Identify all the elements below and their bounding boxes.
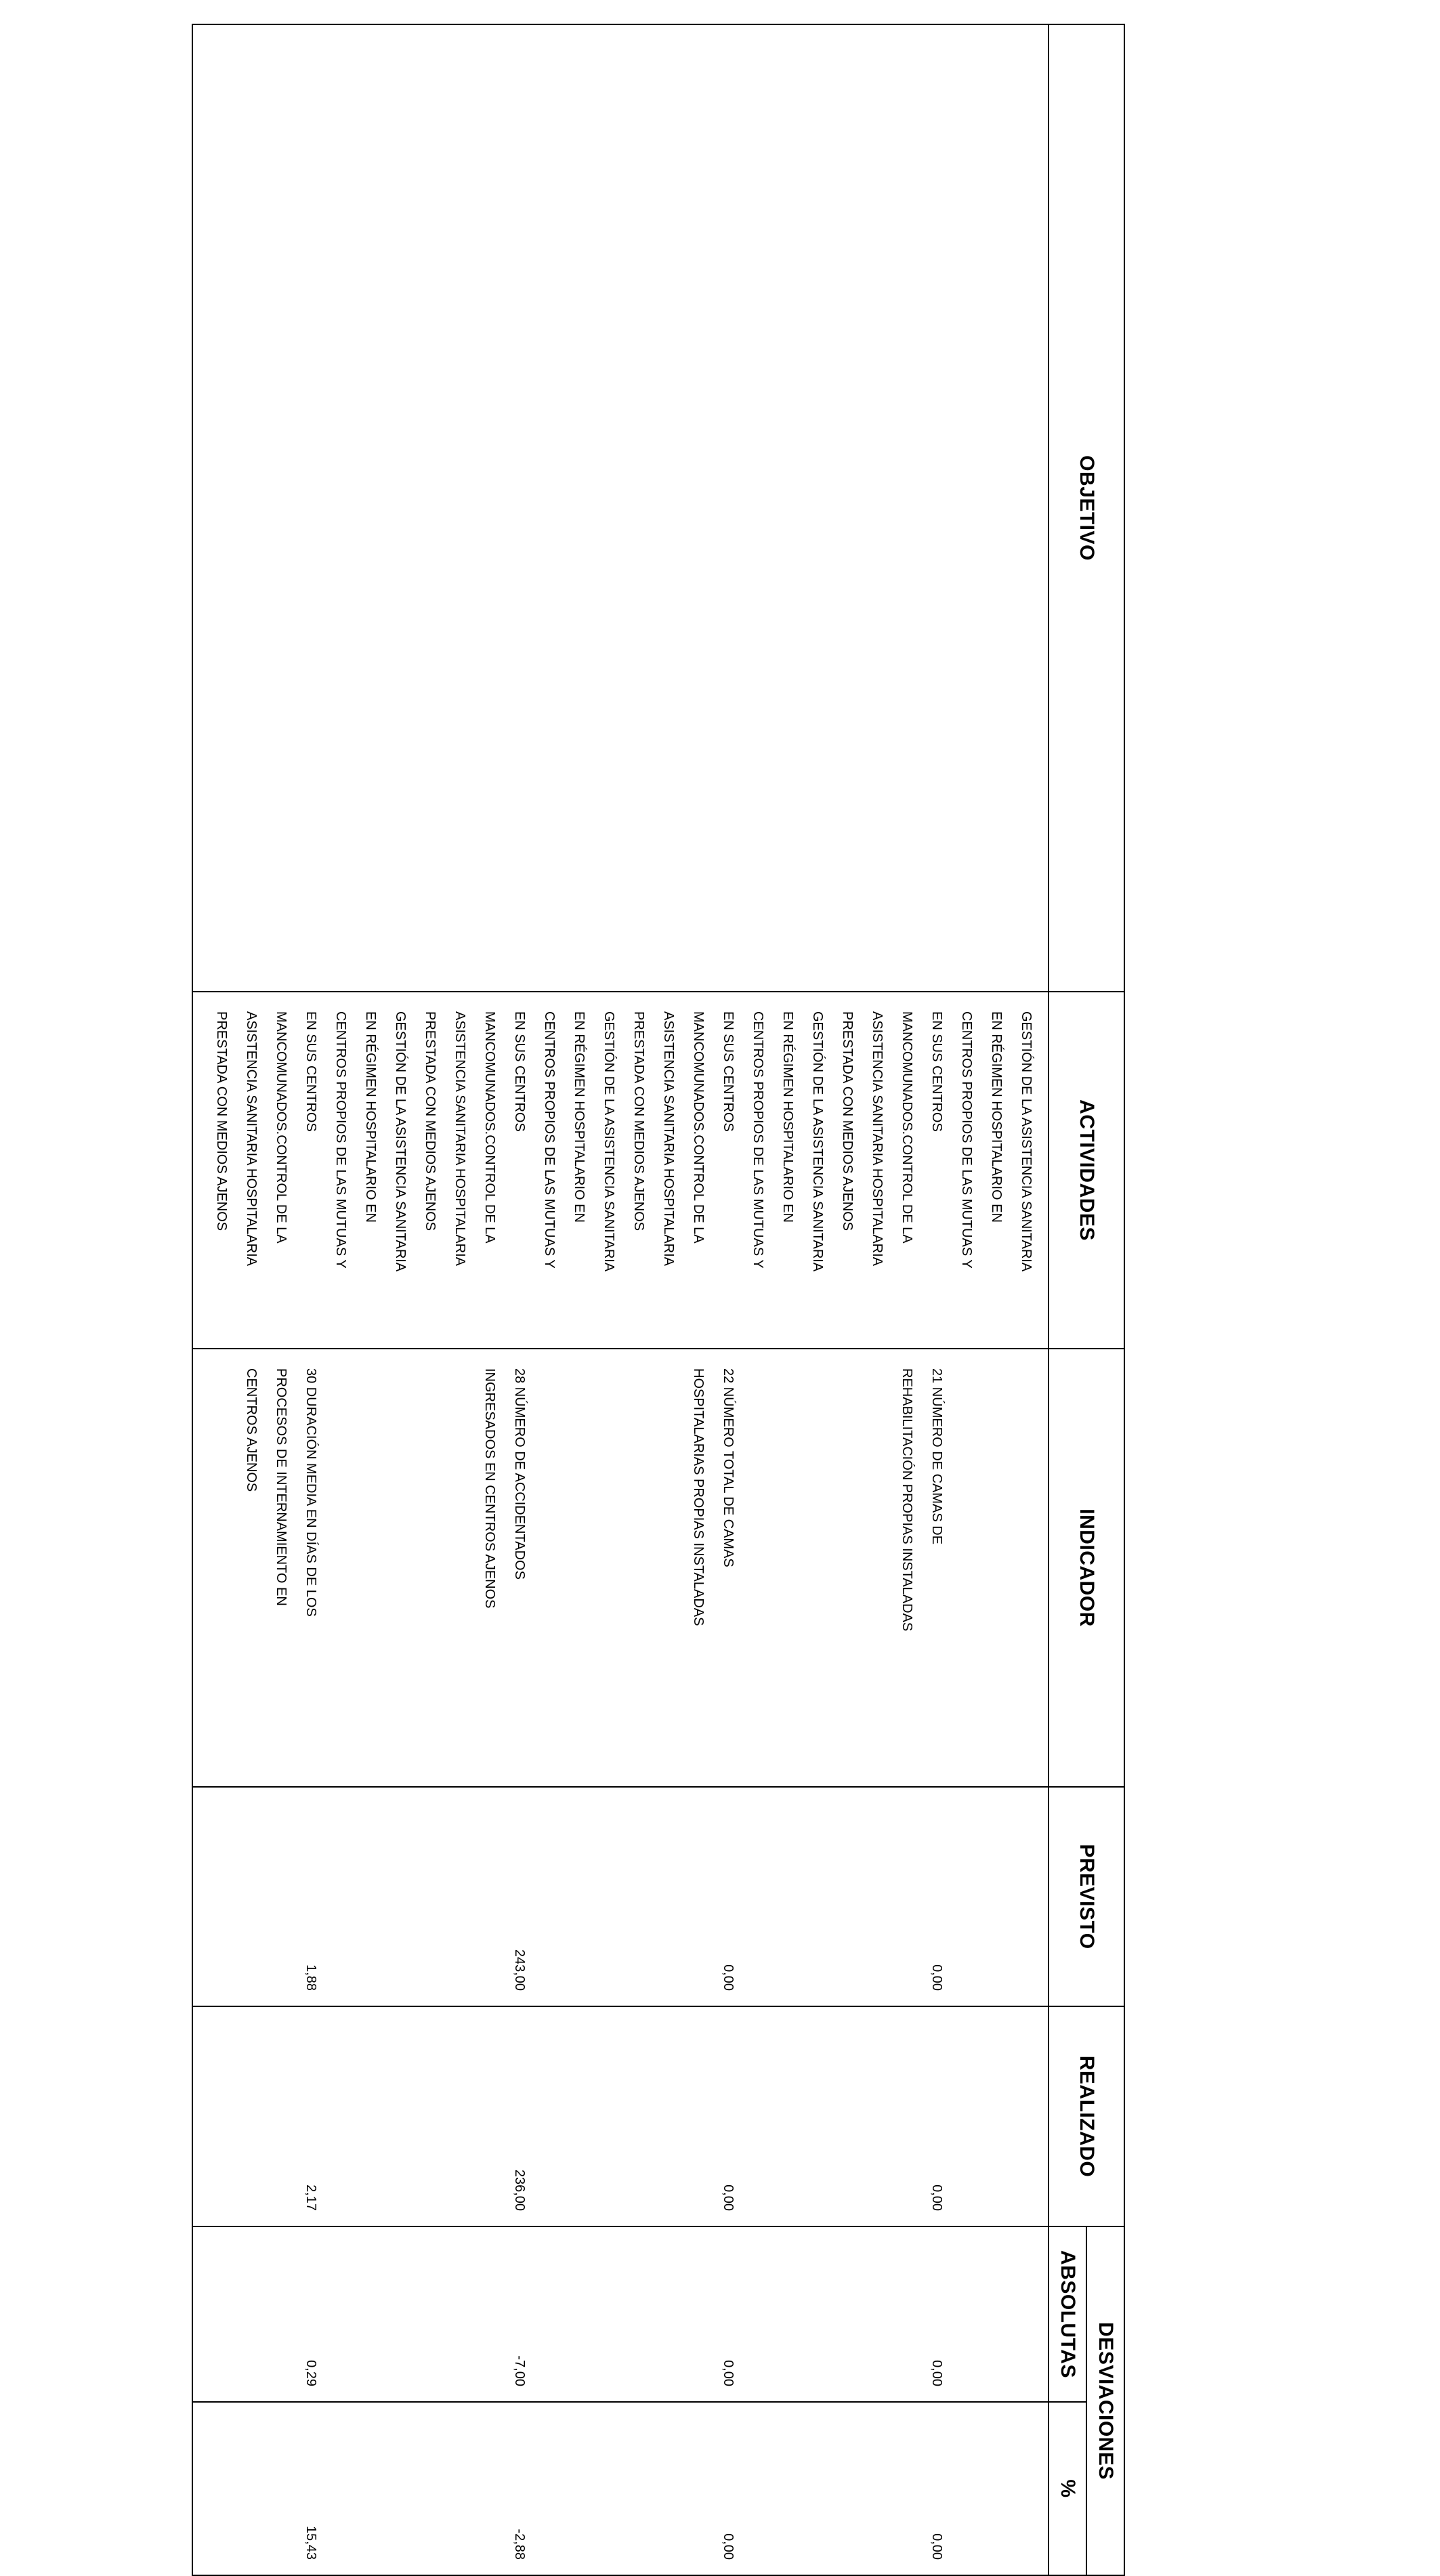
indicator-table bbox=[192, 24, 1125, 2576]
header-realizado: REALIZADO bbox=[1049, 2006, 1124, 2226]
realizado-column bbox=[193, 2007, 1048, 2226]
indicador-line: INGRESADOS EN CENTROS AJENOS bbox=[482, 1368, 497, 1609]
actividad-line: MANCOMUNADOS.CONTROL DE LA bbox=[691, 1011, 706, 1244]
porcentaje-column bbox=[193, 2403, 1048, 2575]
actividad-line: EN SUS CENTROS bbox=[303, 1011, 318, 1132]
previsto-cell bbox=[192, 1787, 1049, 2006]
actividad-line: ASISTENCIA SANITARIA HOSPITALARIA bbox=[870, 1011, 885, 1267]
absolutas-column bbox=[193, 2227, 1048, 2401]
indicador-line: PROCESOS DE INTERNAMIENTO EN bbox=[274, 1368, 289, 1606]
header-porcentaje: % bbox=[1049, 2402, 1086, 2575]
actividad-line: GESTIÓN DE LA ASISTENCIA SANITARIA bbox=[810, 1011, 825, 1272]
indicador-text bbox=[892, 1368, 952, 1631]
realizado-value: 0,00 bbox=[929, 2184, 944, 2211]
rotated-report bbox=[192, 24, 1125, 2560]
absolutas-value: 0,29 bbox=[303, 2360, 318, 2386]
actividad-line: GESTIÓN DE LA ASISTENCIA SANITARIA bbox=[1019, 1011, 1034, 1272]
previsto-value: 0,00 bbox=[929, 1964, 944, 1991]
actividad-line: EN SUS CENTROS bbox=[929, 1011, 944, 1132]
actividades-cell bbox=[192, 992, 1049, 1349]
actividad-line: CENTROS PROPIOS DE LAS MUTUAS Y bbox=[542, 1011, 557, 1269]
actividades-list bbox=[207, 992, 1048, 1348]
realizado-value: 236,00 bbox=[512, 2169, 527, 2211]
indicador-line: 22 NÚMERO TOTAL DE CAMAS bbox=[721, 1368, 736, 1567]
actividad-line: ASISTENCIA SANITARIA HOSPITALARIA bbox=[452, 1011, 467, 1267]
actividad-line: MANCOMUNADOS.CONTROL DE LA bbox=[482, 1011, 497, 1244]
porcentaje-cell bbox=[192, 2402, 1049, 2575]
actividad-line: PRESTADA CON MEDIOS AJENOS bbox=[631, 1011, 646, 1231]
previsto-value: 243,00 bbox=[512, 1949, 527, 1991]
actividad-line: GESTIÓN DE LA ASISTENCIA SANITARIA bbox=[393, 1011, 408, 1272]
indicador-line: REHABILITACIÓN PROPIAS INSTALADAS bbox=[899, 1368, 914, 1632]
porcentaje-value: 0,00 bbox=[929, 2533, 944, 2560]
actividad-line: EN RÉGIMEN HOSPITALARIO EN bbox=[780, 1011, 795, 1223]
actividad-line: EN SUS CENTROS bbox=[721, 1011, 736, 1132]
actividad-line: PRESTADA CON MEDIOS AJENOS bbox=[214, 1011, 229, 1231]
indicador-line: 28 NÚMERO DE ACCIDENTADOS bbox=[512, 1368, 527, 1580]
actividad-block bbox=[415, 1011, 624, 1341]
header-desviaciones: DESVIACIONES bbox=[1086, 2226, 1124, 2575]
actividad-line: CENTROS PROPIOS DE LAS MUTUAS Y bbox=[959, 1011, 974, 1269]
actividad-block bbox=[624, 1011, 832, 1341]
absolutas-value: -7,00 bbox=[512, 2355, 527, 2386]
actividad-line: ASISTENCIA SANITARIA HOSPITALARIA bbox=[661, 1011, 676, 1267]
actividad-line: ASISTENCIA SANITARIA HOSPITALARIA bbox=[244, 1011, 259, 1267]
porcentaje-value: 0,00 bbox=[721, 2533, 736, 2560]
indicador-column bbox=[193, 1349, 1048, 1786]
realizado-value: 0,00 bbox=[721, 2184, 736, 2211]
indicador-line: CENTROS AJENOS bbox=[244, 1368, 259, 1492]
objetivo-cell bbox=[192, 24, 1049, 992]
actividad-line: EN SUS CENTROS bbox=[512, 1011, 527, 1132]
indicador-text bbox=[683, 1368, 743, 1626]
absolutas-value: 0,00 bbox=[929, 2360, 944, 2386]
porcentaje-value: 15,43 bbox=[303, 2525, 318, 2560]
actividad-line: CENTROS PROPIOS DE LAS MUTUAS Y bbox=[750, 1011, 765, 1269]
actividad-line: GESTIÓN DE LA ASISTENCIA SANITARIA bbox=[601, 1011, 616, 1272]
actividad-block bbox=[832, 1011, 1041, 1341]
previsto-value: 1,88 bbox=[303, 1964, 318, 1991]
actividad-line: EN RÉGIMEN HOSPITALARIO EN bbox=[989, 1011, 1004, 1223]
actividad-block bbox=[207, 1011, 415, 1341]
indicador-line: 21 NÚMERO DE CAMAS DE bbox=[929, 1368, 944, 1545]
realizado-value: 2,17 bbox=[303, 2184, 318, 2211]
actividad-line: MANCOMUNADOS.CONTROL DE LA bbox=[899, 1011, 914, 1244]
previsto-value: 0,00 bbox=[721, 1964, 736, 1991]
header-objetivo: OBJETIVO bbox=[1049, 24, 1124, 992]
indicador-cell bbox=[192, 1349, 1049, 1787]
actividad-line: MANCOMUNADOS.CONTROL DE LA bbox=[274, 1011, 289, 1244]
absolutas-cell bbox=[192, 2226, 1049, 2402]
actividad-line: CENTROS PROPIOS DE LAS MUTUAS Y bbox=[333, 1011, 348, 1269]
previsto-column bbox=[193, 1788, 1048, 2006]
realizado-cell bbox=[192, 2006, 1049, 2226]
indicador-line: 30 DURACIÓN MEDIA EN DÍAS DE LOS bbox=[303, 1368, 318, 1617]
header-previsto: PREVISTO bbox=[1049, 1787, 1124, 2006]
actividad-line: EN RÉGIMEN HOSPITALARIO EN bbox=[363, 1011, 378, 1223]
actividad-line: PRESTADA CON MEDIOS AJENOS bbox=[423, 1011, 438, 1231]
indicador-text bbox=[475, 1368, 534, 1609]
actividad-line: PRESTADA CON MEDIOS AJENOS bbox=[840, 1011, 855, 1231]
absolutas-value: 0,00 bbox=[721, 2360, 736, 2386]
header-indicador: INDICADOR bbox=[1049, 1349, 1124, 1787]
indicador-line: HOSPITALARIAS PROPIAS INSTALADAS bbox=[691, 1368, 706, 1626]
indicador-text bbox=[236, 1368, 326, 1617]
header-actividades: ACTIVIDADES bbox=[1049, 992, 1124, 1349]
porcentaje-value: -2,88 bbox=[512, 2529, 527, 2560]
actividad-line: EN RÉGIMEN HOSPITALARIO EN bbox=[572, 1011, 587, 1223]
header-absolutas: ABSOLUTAS bbox=[1049, 2226, 1086, 2402]
